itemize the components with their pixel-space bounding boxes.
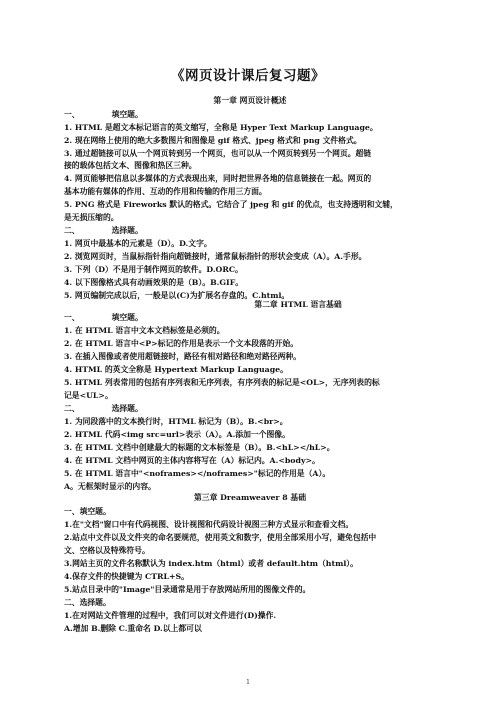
ch2-fill-line: 3. 在插入图像或者使用超链接时，路径有相对路径和绝对路径两种。 [64,352,301,361]
ch1-fill-line: 基本功能有媒体的作用、互动的作用和传输的作用三方面。 [64,187,267,196]
ch1-fill-line: 4. 网页能够把信息以多媒体的方式表现出来，同时把世界各地的信息链接在一起。网页的 [64,174,372,183]
ch1-fill-line: 3. 通过超链接可以从一个网页转到另一个网页，也可以从一个网页转到另一个网页。超链 [64,149,372,158]
ch1-fill-line: 接的载体包括文本、图像和热区三种。 [64,161,197,170]
section-number: 二、 [64,226,80,235]
ch2-fill-line: 5. HTML 列表常用的包括有序列表和无序列表，有序列表的标记是<OL>，无序列表的标 [64,378,380,387]
document-title: 《网页设计课后复习题》 [171,68,325,84]
ch2-section-fill-heading [64,313,436,323]
section-label: 选择题。 [111,226,143,235]
ch2-fill-line: 1. 在 HTML 语言中文本文档标签是必须的。 [64,326,225,335]
ch1-choice-line: 2. 浏览网页时，当鼠标指针指向超链接时，通常鼠标指针的形状会变成（A）。A.手形。 [64,252,367,261]
ch2-choice-line: A。无框架时显示的内容。 [64,482,156,491]
ch1-fill-line: 是无损压缩的。 [64,213,119,222]
ch2-choice-line: 1. 为同段落中的文本换行时，HTML 标记为（B）。B.<br>。 [64,417,288,426]
section-label: 填空题。 [111,313,143,322]
ch1-choice-line: 5. 网页编制完成以后，一般是以(C)为扩展名存盘的。C.html。 [64,291,290,300]
ch1-section-fill-heading [64,110,436,120]
ch2-choice-line: 4. 在 HTML 文档中网页的主体内容将写在（A）标记内。A.<body>。 [64,456,320,465]
page-number: 1 [246,679,250,686]
ch2-choice-line: 2. HTML 代码<img src=url>表示（A）。A.添加一个图像。 [64,430,290,439]
ch1-fill-line: 1. HTML 是超文本标记语言的英文缩写，全称是 Hyper Text Markup Language。 [64,123,378,132]
ch1-fill-line: 5. PNG 格式是 Fireworks 默认的格式。它结合了 jpeg 和 gif 的优点，也支持透明和文辅， [64,200,398,209]
ch3-fill-line: 4.保存文件的快捷键为 CTRL+S。 [64,572,189,581]
ch1-choice-line: 1. 网页中最基本的元素是（D）。D.文字。 [64,239,212,248]
ch2-fill-line: 2. 在 HTML 语言中<P>标记的作用是表示一个文本段落的开始。 [64,339,299,348]
ch3-fill-line: 3.网站主页的文件名称默认为 index.htm（html）或者 default.htm（html）。 [64,559,358,568]
ch3-fill-line: 5.站点目录中的"Image"目录通常是用于存放网站所用的图像文件的。 [64,585,311,594]
ch1-section-choice-heading [64,226,436,236]
section-number: 一、 [64,313,80,322]
section-number: 二、 [64,404,80,413]
chapter-3-heading: 第三章 Dreamweaver 8 基础 [193,493,306,502]
ch2-fill-line: 记是<UL>。 [64,391,113,400]
chapter-2-heading: 第二章 HTML 语言基础 [254,300,342,309]
ch2-choice-line: 5. 在 HTML 语言中"<noframes></noframes>"标记的作用是（A）。 [64,469,331,478]
ch1-fill-line: 2. 现在网络上使用的绝大多数图片和图像是 gif 格式、jpeg 格式和 png 文件格式。 [64,136,362,145]
ch2-fill-line: 4. HTML 的英文全称是 Hypertext Markup Language。 [64,365,288,374]
section-label: 选择题。 [111,404,143,413]
ch1-choice-line: 3. 下列（D）不是用于制作网页的软件。D.ORC。 [64,265,243,274]
section-number: 一、 [64,110,80,119]
ch3-choice-line: 1.在对网站文件管理的过程中，我们可以对文件进行(D)操作. [64,611,277,620]
ch3-section-fill-heading: 一、填空题。 [64,507,111,516]
ch3-choice-line: A.增加 B.删除 C.重命名 D.以上都可以 [64,624,202,633]
ch3-fill-line: 1.在"文档"窗口中有代码视图、设计视图和代码设计视图三种方式显示和查看文档。 [64,520,354,529]
ch3-section-choice-heading: 二、选择题。 [64,598,111,607]
ch2-choice-line: 3. 在 HTML 文档中创建最大的标题的文本标签是（B）。B.<hL></hL>。 [64,443,335,452]
ch3-fill-line: 文、空格以及特殊符号。 [64,546,150,555]
chapter-1-heading: 第一章 网页设计概述 [213,96,287,105]
ch3-fill-line: 2.站点中文件以及文件夹的命名要规范，使用英文和数字，使用全部采用小写，避免包括中 [64,533,377,542]
ch1-choice-line: 4. 以下图像格式具有动画效果的是（B）。B.GIF。 [64,278,244,287]
section-label: 填空题。 [111,110,143,119]
ch2-section-choice-heading [64,404,436,414]
